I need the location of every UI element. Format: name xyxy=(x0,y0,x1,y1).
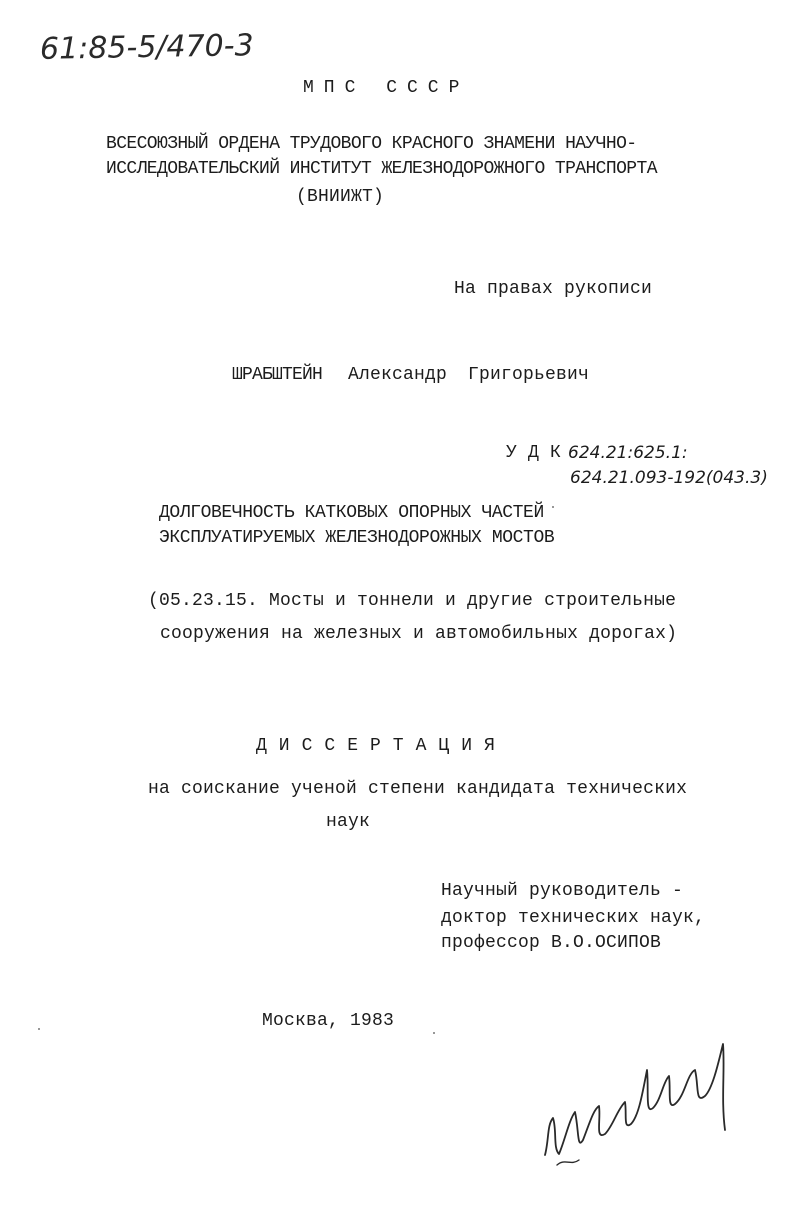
institute-abbreviation: (ВНИИЖТ) xyxy=(296,187,385,207)
ministry-header: МПС СССР xyxy=(303,78,470,98)
handwritten-signature xyxy=(535,1030,755,1180)
manuscript-rights: На правах рукописи xyxy=(454,279,653,299)
udk-label: У Д К xyxy=(506,443,562,463)
speck xyxy=(433,1032,435,1034)
speck xyxy=(552,506,554,508)
title-line-2: ЭКСПЛУАТИРУЕМЫХ ЖЕЛЕЗНОДОРОЖНЫХ МОСТОВ xyxy=(159,528,555,548)
udk-line-1: 624.21:625.1: xyxy=(568,443,688,463)
author-name: Александр Григорьевич xyxy=(348,365,590,385)
udk-line-2: 624.21.093-192(043.3) xyxy=(570,468,768,488)
degree-line-2: наук xyxy=(326,812,371,832)
specialty-line-2: сооружения на железных и автомобильных дорогах) xyxy=(160,624,678,644)
supervisor-line-3: профессор В.О.ОСИПОВ xyxy=(441,933,662,953)
institute-line-1: ВСЕСОЮЗНЫЙ ОРДЕНА ТРУДОВОГО КРАСНОГО ЗНАМЕНИ НАУЧНО- xyxy=(106,134,637,154)
place-and-year: Москва, 1983 xyxy=(262,1011,395,1031)
supervisor-line-1: Научный руководитель - xyxy=(441,881,684,901)
specialty-line-1: (05.23.15. Мосты и тоннели и другие строительные xyxy=(148,591,677,611)
document-type: ДИССЕРТАЦИЯ xyxy=(256,736,507,756)
author-surname: ШРАБШТЕЙН xyxy=(232,365,323,385)
title-line-1: ДОЛГОВЕЧНОСТЬ КАТКОВЫХ ОПОРНЫХ ЧАСТЕЙ xyxy=(159,503,544,523)
supervisor-line-2: доктор технических наук, xyxy=(441,908,706,928)
degree-line-1: на соискание ученой степени кандидата технических xyxy=(148,779,688,799)
archive-number: 61:85-5/470-3 xyxy=(39,28,254,67)
speck xyxy=(38,1028,40,1030)
institute-line-2: ИССЛЕДОВАТЕЛЬСКИЙ ИНСТИТУТ ЖЕЛЕЗНОДОРОЖНОГО ТРАНСПОРТА xyxy=(106,159,657,179)
